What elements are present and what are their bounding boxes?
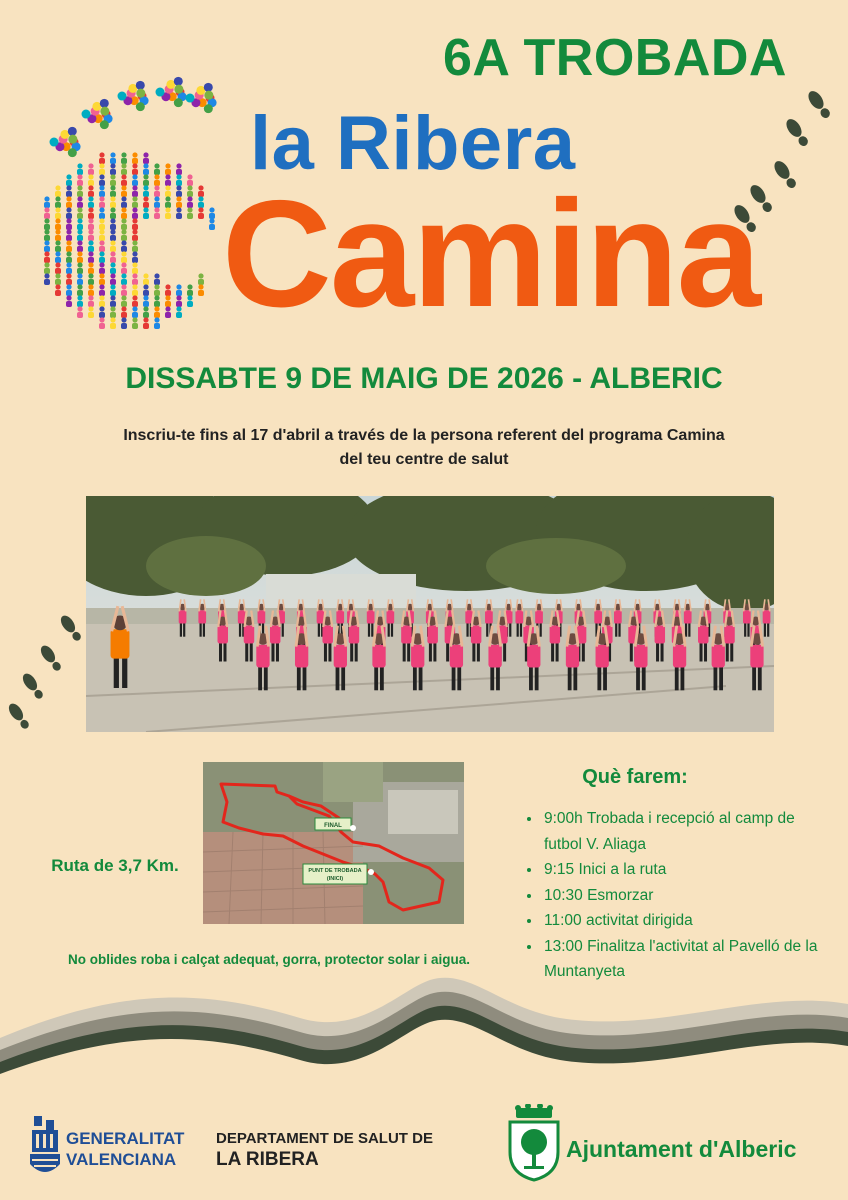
plan-item: • 10:30 Esmorzar [542, 883, 832, 909]
department-line-1: DEPARTAMENT DE SALUT DE [216, 1130, 433, 1147]
plan-title: Què farem: [582, 766, 688, 788]
plan-item: • 13:00 Finalitza l'activitat al Pavelló de la Muntanyeta [542, 934, 832, 985]
logo-title-top: la Ribera [250, 101, 576, 186]
generalitat-line-1: GENERALITAT [66, 1129, 185, 1148]
plan-item: • 9:15 Inici a la ruta [542, 857, 832, 883]
registration-info [40, 424, 808, 472]
ajuntament-wordmark: Ajuntament d'Alberic [566, 1136, 797, 1162]
logo-title-main: Camina [222, 169, 760, 339]
generalitat-wordmark [66, 1128, 216, 1170]
group-exercise-photo [86, 496, 774, 732]
reminder-note: No oblides roba i calçat adequat, gorra, protector solar i aigua. [67, 952, 471, 967]
map-final-tag: FINAL [324, 823, 342, 829]
department-line-2: LA RIBERA [216, 1149, 319, 1170]
alberic-shield-icon [504, 1104, 564, 1182]
registration-line-1: Inscriu-te fins al 17 d'abril a través de la persona referent del programa Camina [123, 427, 725, 444]
edition-heading: 6A TROBADA [443, 29, 787, 87]
department-wordmark [216, 1128, 476, 1170]
plan-item: • 9:00h Trobada i recepció al camp de futbol V. Aliaga [542, 806, 832, 857]
plan-item: • 11:00 activitat dirigida [542, 908, 832, 934]
people-footprint-logo [28, 62, 228, 334]
registration-line-2: del teu centre de salut [339, 451, 509, 468]
generalitat-line-2: VALENCIANA [66, 1150, 177, 1169]
wave-decoration [0, 968, 848, 1080]
map-meeting-tag-line-2: (INICI) [326, 876, 344, 882]
footprints-decoration-left [0, 606, 86, 746]
event-date-place: DISSABTE 9 DE MAIG DE 2026 - ALBERIC [125, 362, 723, 395]
generalitat-emblem-icon [28, 1114, 62, 1178]
plan-list [524, 806, 832, 985]
route-length-label: Ruta de 3,7 Km. [51, 856, 179, 875]
map-meeting-tag-line-1: PUNT DE TROBADA [308, 868, 362, 874]
route-map [203, 762, 464, 924]
